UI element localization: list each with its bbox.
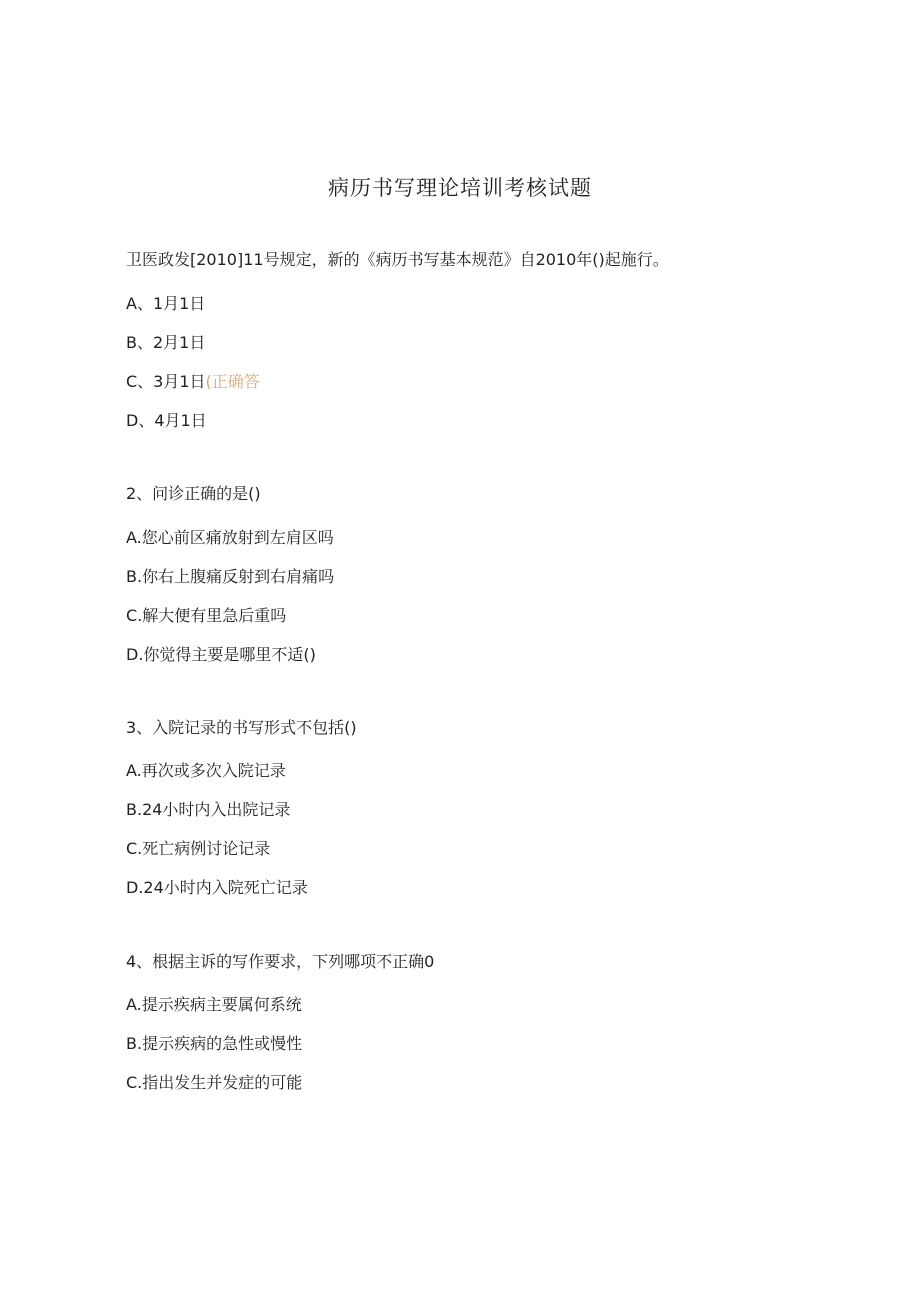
question-4-option-a: A.提示疾病主要属何系统 <box>126 995 302 1014</box>
question-3-option-d: D.24小时内入院死亡记录 <box>126 878 308 897</box>
question-3-option-c: C.死亡病例讨论记录 <box>126 839 271 858</box>
question-1-option-c <box>126 372 260 392</box>
question-2-option-a: A.您心前区痛放射到左肩区吗 <box>126 528 334 547</box>
question-4-stem: 4、根据主诉的写作要求，下列哪项不正确0 <box>126 952 435 971</box>
correct-answer-note: (正确答 <box>205 372 260 391</box>
question-1-option-b: B、2月1日 <box>126 333 206 352</box>
question-2-stem: 2、问诊正确的是() <box>126 484 261 503</box>
question-2-option-b: B.你右上腹痛反射到右肩痛吗 <box>126 567 335 586</box>
question-4-option-c: C.指出发生并发症的可能 <box>126 1073 303 1092</box>
question-4-option-b: B.提示疾病的急性或慢性 <box>126 1034 303 1053</box>
question-1-option-d: D、4月1日 <box>126 411 207 430</box>
question-3-stem: 3、入院记录的书写形式不包括() <box>126 718 357 737</box>
question-3-option-b: B.24小时内入出院记录 <box>126 800 291 819</box>
question-1-stem: 卫医政发[2010]11号规定，新的《病历书写基本规范》自2010年()起施行。 <box>126 250 669 269</box>
question-1-option-a: A、1月1日 <box>126 294 206 313</box>
question-3-option-a: A.再次或多次入院记录 <box>126 761 286 780</box>
question-2-option-c: C.解大便有里急后重吗 <box>126 606 287 625</box>
question-2-option-d: D.你觉得主要是哪里不适() <box>126 645 316 664</box>
option-c-text: C、3月1日 <box>126 372 206 391</box>
page-title: 病历书写理论培训考核试题 <box>328 176 592 200</box>
